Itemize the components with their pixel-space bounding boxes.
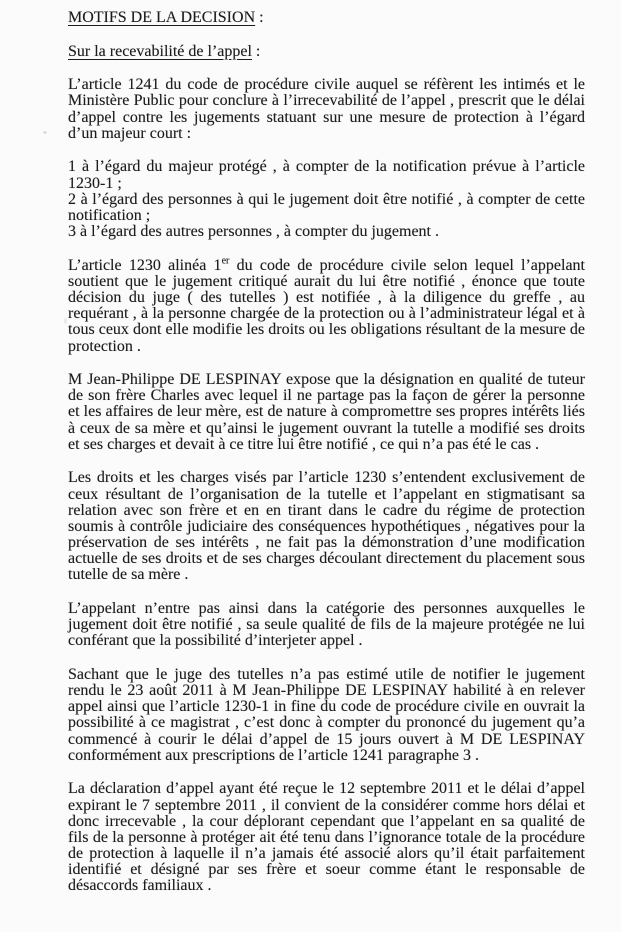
sub-heading-colon: : (251, 42, 261, 60)
paragraph-appelant-categorie: L’appelant n’entre pas ainsi dans la catégorie des personnes auxquelles le jugement doit être notifié , sa seule qualité de fils de la majeure protégée ne lui conférant que la possibilité d’interjeter appel . (68, 600, 585, 650)
scan-speck (43, 131, 47, 134)
sub-heading-text: Sur la recevabilité de l’appel (68, 42, 252, 60)
list-item-2: 2 à l’égard des personnes à qui le jugement doit être notifié , à compter de cette notification ; (68, 190, 585, 224)
paragraph-article-1230-rest: du code de procédure civile selon lequel l’appelant soutient que le jugement critiqué aurait du lui être notifié , énonce que toute décision du juge ( des tutelles ) est notifiée , à la diligence du greffe , au requérant , à la personne chargée de la protection ou à l’administrateur légal et à tous ceux dont elle modifie les droits ou les obligations résultant de la mesure de protection . (68, 256, 586, 355)
paragraph-article-1241: L’article 1241 du code de procédure civile auquel se réfèrent les intimés et le Ministère Public pour conclure à l’irrecevabilité de l’appel , prescrit que le délai d’appel contre les jugements statuant sur une mesure de protection à l’égard d’un majeur court : (68, 76, 585, 142)
sub-heading (68, 44, 585, 60)
paragraph-droits-charges: Les droits et les charges visés par l’article 1230 s’entendent exclusivement de ceux résultant de l’organisation de la tutelle et l’appelant en stigmatisant sa relation avec son frère et en en tirant dans le cadre du régime de protection soumis à contrôle judiciaire des conséquences hypothétiques , négatives pour la préservation de ses intérêts , ne fait pas la démonstration d’une modification actuelle de ses droits et de ses charges découlant directement du placement sous tutelle de sa mère . (68, 469, 585, 584)
paragraph-declaration-appel: La déclaration d’appel ayant été reçue le 12 septembre 2011 et le délai d’appel expirant le 7 septembre 2011 , il convient de la considérer comme hors délai et donc irrecevable , la cour déplorant cependant que l’appelant en sa qualité de fils de la personne à protéger ait été tenu dans l’ignorance totale de la procédure de protection à laquelle il n’a jamais été associé alors qu’il était parfaitement identifié et désigné par ses frère et soeur comme étant le responsable de désaccords familiaux . (68, 780, 585, 895)
paragraph-article-1230 (68, 255, 586, 355)
section-heading-colon: : (255, 9, 264, 26)
section-heading-text: MOTIFS DE LA DECISION (68, 9, 256, 26)
paragraph-expose-lespinay: M Jean-Philippe DE LESPINAY expose que la désignation en qualité de tuteur de son frère Charles avec lequel il ne partage pas la façon de gérer la personne et les affaires de leur mère, est de nature à compromettre ses propres intérêts liés à ceux de sa mère et qu’ainsi le jugement ouvrant la tutelle a modifié ses droits et ses charges et devait à ce titre lui être notifié , ce qui n’a pas été le cas . (68, 371, 585, 453)
list-item-1: 1 à l’égard du majeur protégé , à compter de la notification prévue à l’article 1230-1 ; (68, 158, 585, 192)
ordinal-superscript: er (221, 255, 230, 267)
list-item-3: 3 à l’égard des autres personnes , à compter du jugement . (68, 223, 439, 241)
paragraph-article-1230-start: L’article 1230 alinéa 1 (68, 256, 222, 274)
numbered-list (68, 159, 585, 240)
paragraph-sachant-juge: Sachant que le juge des tutelles n’a pas estimé utile de notifier le jugement rendu le 23 août 2011 à M Jean-Philippe DE LESPINAY habilité à en relever appel ainsi que l’article 1230-1 in fine du code de procédure civile en ouvrait la possibilité à ce magistrat , c’est donc à compter du prononcé du jugement qu’a commencé à courir le délai d’appel de 15 jours ouvert à M DE LESPINAY conformément aux prescriptions de l’article 1241 paragraphe 3 . (68, 666, 585, 764)
section-heading (68, 10, 585, 26)
scan-speck (64, 318, 67, 324)
